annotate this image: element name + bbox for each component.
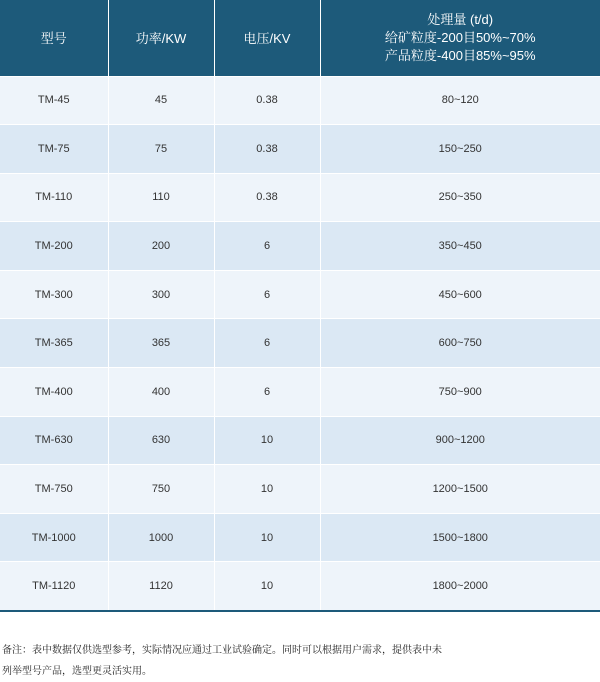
table-row xyxy=(0,125,600,174)
table-row xyxy=(0,319,600,368)
cell-model: TM-110 xyxy=(0,173,108,222)
cell-capacity: 450~600 xyxy=(320,270,600,319)
cell-power: 45 xyxy=(108,76,214,125)
table-row xyxy=(0,562,600,611)
cell-voltage: 10 xyxy=(214,513,320,562)
table-row xyxy=(0,222,600,271)
header-capacity-product-size: 产品粒度-400目85%~95% xyxy=(384,47,536,63)
table-row xyxy=(0,416,600,465)
header-model: 型号 xyxy=(0,0,108,76)
cell-voltage: 10 xyxy=(214,465,320,514)
cell-power: 75 xyxy=(108,125,214,174)
cell-power: 1000 xyxy=(108,513,214,562)
footnote xyxy=(2,640,592,682)
cell-power: 300 xyxy=(108,270,214,319)
cell-model: TM-630 xyxy=(0,416,108,465)
cell-voltage: 6 xyxy=(214,319,320,368)
header-capacity xyxy=(320,0,600,76)
cell-power: 1120 xyxy=(108,562,214,611)
cell-capacity: 1200~1500 xyxy=(320,465,600,514)
cell-capacity: 1500~1800 xyxy=(320,513,600,562)
cell-model: TM-1000 xyxy=(0,513,108,562)
header-capacity-feed-size: 给矿粒度-200目50%~70% xyxy=(384,29,536,45)
cell-model: TM-750 xyxy=(0,465,108,514)
cell-capacity: 150~250 xyxy=(320,125,600,174)
footnote-line-1: 备注：表中数据仅供选型参考，实际情况应通过工业试验确定。同时可以根据用户需求，提供表中未 xyxy=(2,645,442,656)
footnote-line-2: 列举型号产品，选型更灵活实用。 xyxy=(2,666,152,677)
cell-power: 400 xyxy=(108,368,214,417)
cell-power: 750 xyxy=(108,465,214,514)
cell-model: TM-365 xyxy=(0,319,108,368)
cell-power: 110 xyxy=(108,173,214,222)
cell-capacity: 750~900 xyxy=(320,368,600,417)
cell-voltage: 10 xyxy=(214,562,320,611)
table-row xyxy=(0,76,600,125)
cell-voltage: 6 xyxy=(214,368,320,417)
table-row xyxy=(0,368,600,417)
cell-capacity: 600~750 xyxy=(320,319,600,368)
header-power: 功率/KW xyxy=(108,0,214,76)
table-bottom-rule xyxy=(0,610,600,612)
cell-capacity: 1800~2000 xyxy=(320,562,600,611)
header-voltage: 电压/KV xyxy=(214,0,320,76)
cell-capacity: 900~1200 xyxy=(320,416,600,465)
cell-model: TM-400 xyxy=(0,368,108,417)
table-row xyxy=(0,270,600,319)
cell-power: 630 xyxy=(108,416,214,465)
cell-model: TM-45 xyxy=(0,76,108,125)
table-header-row xyxy=(0,0,600,76)
cell-voltage: 0.38 xyxy=(214,173,320,222)
cell-capacity: 350~450 xyxy=(320,222,600,271)
table-row xyxy=(0,173,600,222)
cell-voltage: 0.38 xyxy=(214,76,320,125)
cell-power: 200 xyxy=(108,222,214,271)
cell-capacity: 250~350 xyxy=(320,173,600,222)
cell-model: TM-300 xyxy=(0,270,108,319)
table-row xyxy=(0,465,600,514)
cell-model: TM-200 xyxy=(0,222,108,271)
header-capacity-title: 处理量 (t/d) xyxy=(427,11,494,27)
table-row xyxy=(0,513,600,562)
cell-voltage: 6 xyxy=(214,270,320,319)
cell-voltage: 6 xyxy=(214,222,320,271)
cell-voltage: 0.38 xyxy=(214,125,320,174)
cell-power: 365 xyxy=(108,319,214,368)
cell-model: TM-1120 xyxy=(0,562,108,611)
cell-model: TM-75 xyxy=(0,125,108,174)
cell-voltage: 10 xyxy=(214,416,320,465)
cell-capacity: 80~120 xyxy=(320,76,600,125)
